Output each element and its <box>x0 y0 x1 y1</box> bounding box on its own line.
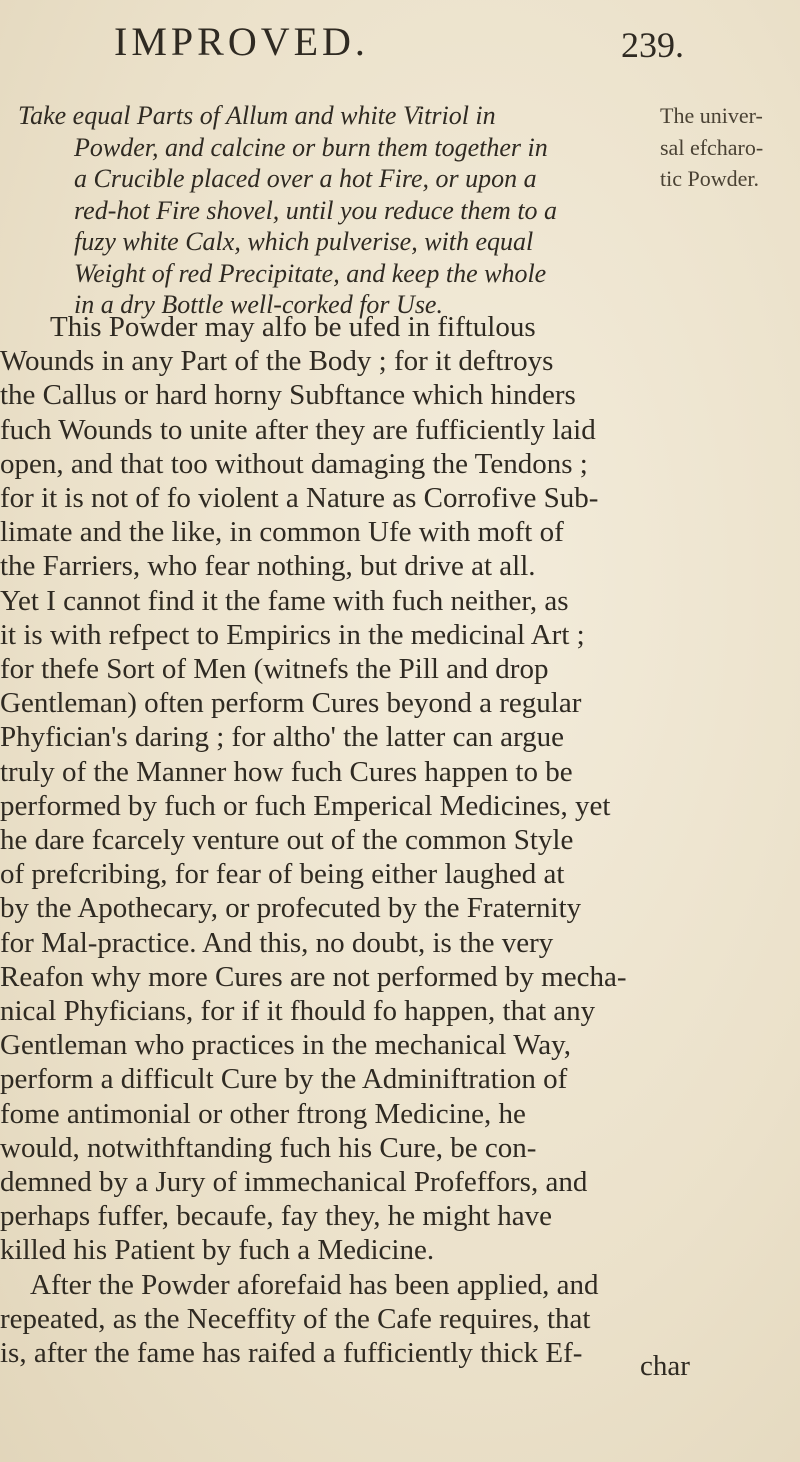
body-line: the Callus or hard horny Subftance which hinders <box>0 379 576 412</box>
body-line: demned by a Jury of immechanical Profeffors, and <box>0 1166 588 1199</box>
body-line: killed his Patient by fuch a Medicine. <box>0 1234 435 1267</box>
body-line: Gentleman) often perform Cures beyond a regular <box>0 687 582 720</box>
body-line: After the Powder aforefaid has been applied, and <box>30 1268 599 1301</box>
recipe-line: Powder, and calcine or burn them together in <box>74 132 548 162</box>
body-text <box>0 310 712 1370</box>
body-line: performed by fuch or fuch Emperical Medicines, yet <box>0 789 611 822</box>
body-line: for Mal-practice. And this, no doubt, is the very <box>0 926 554 959</box>
recipe-line: Weight of red Precipitate, and keep the whole <box>74 258 547 288</box>
body-line: it is with refpect to Empirics in the medicinal Art ; <box>0 618 585 651</box>
margin-note-line: The univer- <box>660 103 763 128</box>
body-line: Wounds in any Part of the Body ; for it deftroys <box>0 345 554 378</box>
body-line: Yet I cannot find it the fame with fuch neither, as <box>0 584 569 617</box>
body-line: open, and that too without damaging the Tendons ; <box>0 447 588 480</box>
margin-note-line: sal efcharo- <box>660 134 764 160</box>
page-title: IMPROVED. <box>114 19 369 64</box>
recipe-line: Take equal Parts of Allum and white Vitriol in <box>18 101 496 130</box>
recipe-line: a Crucible placed over a hot Fire, or upon a <box>74 164 537 193</box>
catchword: char <box>640 1350 690 1382</box>
body-line: perform a difficult Cure by the Adminiftration of <box>0 1063 568 1096</box>
body-line: repeated, as the Neceffity of the Cafe requires, that <box>0 1302 591 1335</box>
body-line: fuch Wounds to unite after they are fufficiently laid <box>0 413 596 446</box>
margin-note <box>660 100 800 195</box>
page-number: 239. <box>621 25 684 65</box>
body-line: for thefe Sort of Men (witnefs the Pill and drop <box>0 653 549 686</box>
body-line: fome antimonial or other ftrong Medicine, he <box>0 1097 526 1130</box>
recipe-line: fuzy white Calx, which pulverise, with equal <box>74 227 534 256</box>
body-line: of prefcribing, for fear of being either laughed at <box>0 858 565 891</box>
body-line: perhaps fuffer, becaufe, fay they, he might have <box>0 1200 553 1233</box>
body-line: would, notwithftanding fuch his Cure, be con- <box>0 1131 537 1164</box>
recipe-line: red-hot Fire shovel, until you reduce them to a <box>74 195 558 225</box>
body-line: This Powder may alfo be ufed in fiftulous <box>50 311 536 343</box>
body-line: Gentleman who practices in the mechanical Way, <box>0 1029 571 1062</box>
body-line: by the Apothecary, or profecuted by the Fraternity <box>0 892 582 925</box>
body-line: he dare fcarcely venture out of the common Style <box>0 824 574 857</box>
body-line: Phyfician's daring ; for altho' the latter can argue <box>0 721 564 754</box>
body-line: nical Phyficians, for if it fhould fo happen, that any <box>0 995 596 1028</box>
recipe-line: in a dry Bottle well-corked for Use. <box>74 290 443 319</box>
margin-note-line: tic Powder. <box>660 166 759 191</box>
body-line: truly of the Manner how fuch Cures happen to be <box>0 755 573 788</box>
running-head <box>114 18 684 78</box>
body-line: Reafon why more Cures are not performed by mecha- <box>0 960 627 993</box>
body-line: for it is not of fo violent a Nature as Corrofive Sub- <box>0 482 599 515</box>
recipe-paragraph <box>18 100 658 321</box>
body-line: is, after the fame has raifed a fufficiently thick Ef- <box>0 1337 583 1370</box>
body-line: limate and the like, in common Ufe with moft of <box>0 516 564 549</box>
body-line: the Farriers, who fear nothing, but drive at all. <box>0 550 536 583</box>
